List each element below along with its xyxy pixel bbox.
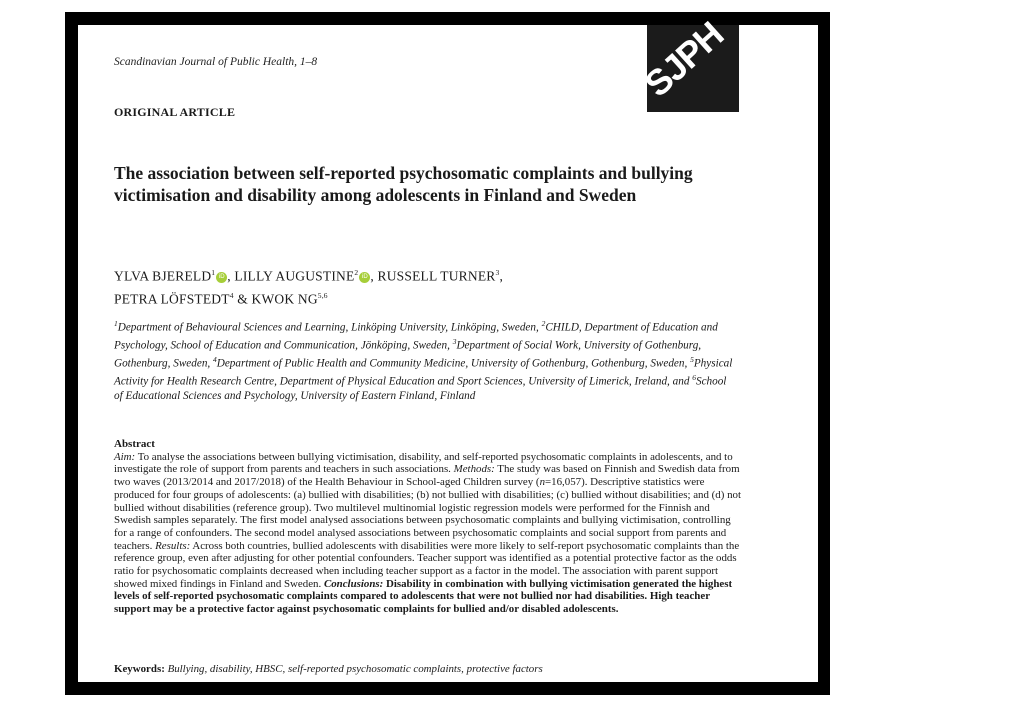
author-name: LILLY AUGUSTINE <box>234 268 355 284</box>
affiliation-number: 6 <box>692 373 696 383</box>
methods-text: The study was based on Finnish and Swedish data from two waves (2013/2014 and 2017/2018) of the Health Behaviour in School-aged Children survey ( <box>114 463 740 489</box>
journal-logo-text: SJPH <box>636 13 731 105</box>
keywords-value: Bullying, disability, HBSC, self-reported psychosomatic complaints, protective factors <box>167 663 543 675</box>
journal-logo <box>636 13 739 112</box>
affiliations <box>114 317 734 403</box>
article-type: ORIGINAL ARTICLE <box>114 105 236 119</box>
affiliation-number: 2 <box>541 319 546 328</box>
author-name: RUSSELL TURNER <box>377 268 496 284</box>
affiliation-text: Department of Public Health and Community Medicine, University of Gothenburg, Gothenburg, Sweden, <box>216 357 691 370</box>
keywords-label: Keywords: <box>114 663 165 675</box>
keywords <box>114 663 744 675</box>
affiliation-text: Department of Behavioural Sciences and Learning, Linköping University, Linköping, Sweden, <box>117 321 542 334</box>
journal-citation: Scandinavian Journal of Public Health, 1–8 <box>114 56 318 68</box>
author-superscript: 4 <box>229 290 234 300</box>
conclusions-label: Conclusions: <box>323 577 384 590</box>
author-name: KWOK NG <box>251 291 318 306</box>
author-superscript: 2 <box>354 268 359 277</box>
methods-text-cont: =16,057). Descriptive statistics were produced for four groups of adolescents: (a) bullied with disabilities; (b) not bullied with disabilities; (c) bullied without disabilities; and (d) not bullied without disabilities (reference group). Two multilevel multinomial logistic regression models were performed for the Finnish and Swedish samples separately. The first model analysed associations between psychosomatic complaints and bullying victimisation, controlling for a range of confounders. The second model analysed associations between psychosomatic complaints and social support from parents and teachers. <box>114 476 741 552</box>
methods-label: Methods: <box>453 463 495 476</box>
sample-size-symbol: n <box>539 476 546 489</box>
author-list: YLVA BJERELD$^1$ iD , LILLY AUGUSTINE$^2$ iD , RUSSELL TURNER$^3$, PETRA LÖFSTEDT$^4$ & KWOK NG$^{5,6}$ <box>114 268 504 306</box>
author-name: YLVA BJERELD <box>114 268 212 284</box>
author-name: PETRA LÖFSTEDT <box>114 291 230 306</box>
article-title: The association between self-reported psychosomatic complaints and bullying victimisation and disability among adolescents in Finland and Sweden <box>114 163 693 205</box>
paper-page <box>78 13 818 682</box>
conclusions-text: Disability in combination with bullying victimisation generated the highest levels of self-reported psychosomatic complaints compared to adolescents that were not bullied nor had disabilities. High teacher support may be a protective factor against psychosomatic complaints for bullied and/or disabled adolescents. <box>114 577 733 616</box>
aim-text: To analyse the associations between bullying victimisation, disability, and self-reported psychosomatic complaints in adolescents, and to investigate the role of support from parents and teachers in such associations. <box>114 450 733 476</box>
abstract <box>114 438 744 616</box>
author-superscript: 5,6 <box>317 290 328 300</box>
affiliation-number: 4 <box>213 355 217 365</box>
results-text: Across both countries, bullied adolescents with disabilities were more likely to self-report psychosomatic complaints than the reference group, even after adjusting for other potential confounders. Teacher support was identified as a potential protective factor as the odds ratio for psychosomatic complaints decreased when including teacher support as a factor in the model. The association with parent support showed mixed findings in Finland and Sweden. <box>114 539 740 590</box>
orcid-icon[interactable]: iD <box>216 272 227 283</box>
abstract-body <box>114 451 744 616</box>
affiliation-text: Department of Social Work, University of Gothenburg, Gothenburg, Sweden, <box>114 339 702 370</box>
affiliation-text: CHILD, Department of Education and Psychology, School of Education and Communication, Jönköping, Sweden, <box>114 321 718 352</box>
affiliation-number: 1 <box>114 319 118 328</box>
abstract-heading: Abstract <box>114 438 155 450</box>
results-label: Results: <box>155 539 191 552</box>
affiliation-number: 3 <box>452 337 457 347</box>
author-superscript: 3 <box>495 268 500 277</box>
orcid-icon[interactable]: iD <box>359 272 370 283</box>
author-superscript: 1 <box>211 268 216 277</box>
affiliation-text: Physical Activity for Health Research Centre, Department of Physical Education and Sport Sciences, University of Limerick, Ireland, and <box>114 357 733 388</box>
aim-label: Aim: <box>114 450 136 463</box>
affiliation-text: School of Educational Sciences and Psychology, University of Eastern Finland, Finland <box>114 375 727 403</box>
affiliation-number: 5 <box>690 355 694 365</box>
